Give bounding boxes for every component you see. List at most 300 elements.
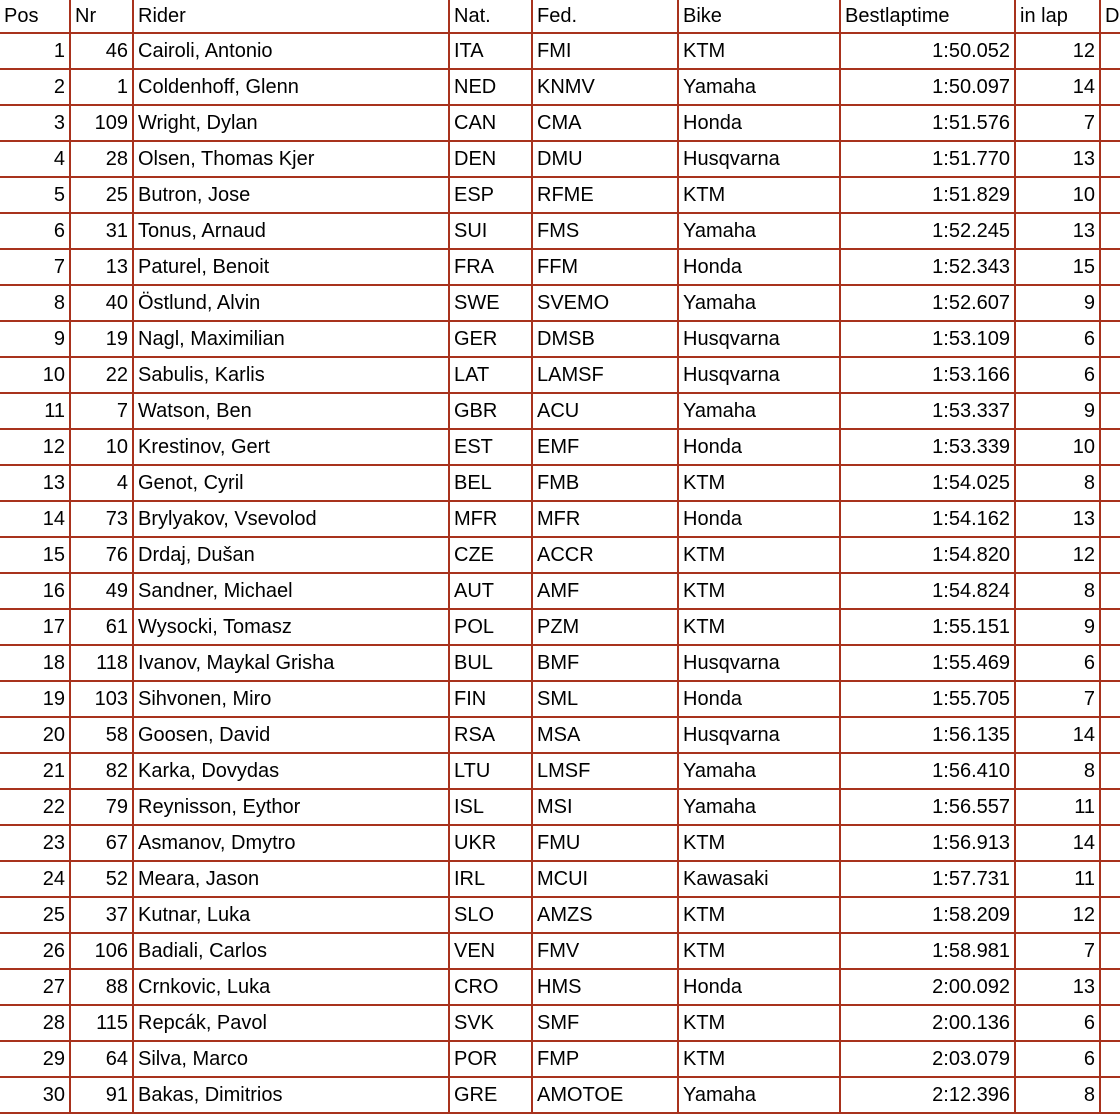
cell-nr: 103 bbox=[70, 681, 133, 717]
cell-truncated bbox=[1100, 501, 1120, 537]
cell-bike: Husqvarna bbox=[678, 357, 840, 393]
cell-truncated bbox=[1100, 285, 1120, 321]
table-row bbox=[0, 213, 1120, 249]
cell-rider: Wright, Dylan bbox=[133, 105, 449, 141]
cell-nat: SUI bbox=[449, 213, 532, 249]
cell-fed: HMS bbox=[532, 969, 678, 1005]
cell-rider: Drdaj, Dušan bbox=[133, 537, 449, 573]
cell-nr: 28 bbox=[70, 141, 133, 177]
cell-fed: LMSF bbox=[532, 753, 678, 789]
cell-rider: Badiali, Carlos bbox=[133, 933, 449, 969]
cell-bike: Husqvarna bbox=[678, 645, 840, 681]
cell-nat: SWE bbox=[449, 285, 532, 321]
cell-pos: 6 bbox=[0, 213, 70, 249]
cell-nat: NED bbox=[449, 69, 532, 105]
cell-nr: 118 bbox=[70, 645, 133, 681]
cell-nr: 82 bbox=[70, 753, 133, 789]
table-row bbox=[0, 1005, 1120, 1041]
cell-nat: AUT bbox=[449, 573, 532, 609]
cell-nat: LTU bbox=[449, 753, 532, 789]
cell-nr: 106 bbox=[70, 933, 133, 969]
cell-bestlaptime: 1:54.162 bbox=[840, 501, 1015, 537]
cell-in-lap: 6 bbox=[1015, 645, 1100, 681]
cell-truncated bbox=[1100, 429, 1120, 465]
cell-nat: SLO bbox=[449, 897, 532, 933]
table-row bbox=[0, 321, 1120, 357]
table-row bbox=[0, 393, 1120, 429]
cell-truncated bbox=[1100, 321, 1120, 357]
cell-nr: 7 bbox=[70, 393, 133, 429]
cell-bike: Yamaha bbox=[678, 789, 840, 825]
cell-in-lap: 6 bbox=[1015, 1041, 1100, 1077]
cell-pos: 12 bbox=[0, 429, 70, 465]
cell-rider: Paturel, Benoit bbox=[133, 249, 449, 285]
table-row bbox=[0, 249, 1120, 285]
cell-fed: AMF bbox=[532, 573, 678, 609]
cell-pos: 24 bbox=[0, 861, 70, 897]
cell-rider: Nagl, Maximilian bbox=[133, 321, 449, 357]
cell-pos: 17 bbox=[0, 609, 70, 645]
table-row bbox=[0, 285, 1120, 321]
cell-bestlaptime: 1:56.913 bbox=[840, 825, 1015, 861]
cell-pos: 18 bbox=[0, 645, 70, 681]
cell-bestlaptime: 1:57.731 bbox=[840, 861, 1015, 897]
cell-bike: Husqvarna bbox=[678, 717, 840, 753]
cell-rider: Olsen, Thomas Kjer bbox=[133, 141, 449, 177]
cell-nat: ISL bbox=[449, 789, 532, 825]
cell-nat: ITA bbox=[449, 33, 532, 69]
table-row bbox=[0, 1077, 1120, 1113]
cell-pos: 9 bbox=[0, 321, 70, 357]
cell-nr: 49 bbox=[70, 573, 133, 609]
cell-pos: 28 bbox=[0, 1005, 70, 1041]
cell-nat: POL bbox=[449, 609, 532, 645]
cell-nr: 37 bbox=[70, 897, 133, 933]
cell-nr: 73 bbox=[70, 501, 133, 537]
table-row bbox=[0, 357, 1120, 393]
cell-nr: 4 bbox=[70, 465, 133, 501]
cell-bike: Yamaha bbox=[678, 1077, 840, 1113]
cell-nr: 61 bbox=[70, 609, 133, 645]
cell-bestlaptime: 1:56.135 bbox=[840, 717, 1015, 753]
cell-in-lap: 14 bbox=[1015, 717, 1100, 753]
cell-nat: SVK bbox=[449, 1005, 532, 1041]
cell-in-lap: 8 bbox=[1015, 753, 1100, 789]
cell-truncated bbox=[1100, 465, 1120, 501]
cell-truncated bbox=[1100, 1005, 1120, 1041]
cell-rider: Kutnar, Luka bbox=[133, 897, 449, 933]
cell-in-lap: 14 bbox=[1015, 69, 1100, 105]
cell-pos: 7 bbox=[0, 249, 70, 285]
cell-bestlaptime: 2:00.136 bbox=[840, 1005, 1015, 1041]
cell-nr: 91 bbox=[70, 1077, 133, 1113]
cell-bike: Honda bbox=[678, 105, 840, 141]
cell-nr: 19 bbox=[70, 321, 133, 357]
cell-bestlaptime: 1:54.824 bbox=[840, 573, 1015, 609]
cell-pos: 8 bbox=[0, 285, 70, 321]
cell-fed: BMF bbox=[532, 645, 678, 681]
cell-rider: Bakas, Dimitrios bbox=[133, 1077, 449, 1113]
table-row bbox=[0, 501, 1120, 537]
cell-bike: KTM bbox=[678, 573, 840, 609]
header-nr: Nr bbox=[70, 0, 133, 33]
cell-rider: Butron, Jose bbox=[133, 177, 449, 213]
cell-pos: 15 bbox=[0, 537, 70, 573]
cell-truncated bbox=[1100, 825, 1120, 861]
cell-fed: MFR bbox=[532, 501, 678, 537]
cell-truncated bbox=[1100, 69, 1120, 105]
cell-fed: RFME bbox=[532, 177, 678, 213]
header-nat: Nat. bbox=[449, 0, 532, 33]
cell-fed: PZM bbox=[532, 609, 678, 645]
cell-rider: Cairoli, Antonio bbox=[133, 33, 449, 69]
cell-bike: Yamaha bbox=[678, 393, 840, 429]
cell-pos: 5 bbox=[0, 177, 70, 213]
cell-truncated bbox=[1100, 897, 1120, 933]
cell-nat: CZE bbox=[449, 537, 532, 573]
cell-fed: SVEMO bbox=[532, 285, 678, 321]
cell-nat: IRL bbox=[449, 861, 532, 897]
cell-bestlaptime: 1:56.557 bbox=[840, 789, 1015, 825]
cell-fed: FMI bbox=[532, 33, 678, 69]
cell-nr: 31 bbox=[70, 213, 133, 249]
cell-pos: 26 bbox=[0, 933, 70, 969]
cell-nat: DEN bbox=[449, 141, 532, 177]
cell-fed: CMA bbox=[532, 105, 678, 141]
cell-truncated bbox=[1100, 141, 1120, 177]
cell-bestlaptime: 1:51.576 bbox=[840, 105, 1015, 141]
cell-bestlaptime: 1:50.052 bbox=[840, 33, 1015, 69]
cell-bike: KTM bbox=[678, 33, 840, 69]
cell-in-lap: 10 bbox=[1015, 429, 1100, 465]
results-body bbox=[0, 33, 1120, 1113]
cell-truncated bbox=[1100, 357, 1120, 393]
cell-pos: 23 bbox=[0, 825, 70, 861]
table-row bbox=[0, 69, 1120, 105]
cell-in-lap: 12 bbox=[1015, 537, 1100, 573]
cell-in-lap: 12 bbox=[1015, 33, 1100, 69]
cell-fed: MSA bbox=[532, 717, 678, 753]
cell-nat: MFR bbox=[449, 501, 532, 537]
cell-rider: Brylyakov, Vsevolod bbox=[133, 501, 449, 537]
cell-in-lap: 13 bbox=[1015, 969, 1100, 1005]
cell-pos: 2 bbox=[0, 69, 70, 105]
cell-truncated bbox=[1100, 753, 1120, 789]
cell-nat: VEN bbox=[449, 933, 532, 969]
cell-truncated bbox=[1100, 717, 1120, 753]
table-row bbox=[0, 177, 1120, 213]
cell-nr: 52 bbox=[70, 861, 133, 897]
cell-pos: 20 bbox=[0, 717, 70, 753]
cell-rider: Coldenhoff, Glenn bbox=[133, 69, 449, 105]
cell-nat: CAN bbox=[449, 105, 532, 141]
table-row bbox=[0, 537, 1120, 573]
table-row bbox=[0, 33, 1120, 69]
table-row bbox=[0, 573, 1120, 609]
cell-nr: 58 bbox=[70, 717, 133, 753]
cell-fed: FMU bbox=[532, 825, 678, 861]
cell-rider: Asmanov, Dmytro bbox=[133, 825, 449, 861]
cell-bestlaptime: 2:00.092 bbox=[840, 969, 1015, 1005]
cell-nr: 46 bbox=[70, 33, 133, 69]
cell-bike: Kawasaki bbox=[678, 861, 840, 897]
table-row bbox=[0, 825, 1120, 861]
cell-in-lap: 7 bbox=[1015, 105, 1100, 141]
table-row bbox=[0, 897, 1120, 933]
cell-fed: DMU bbox=[532, 141, 678, 177]
cell-bestlaptime: 1:50.097 bbox=[840, 69, 1015, 105]
cell-bike: KTM bbox=[678, 1005, 840, 1041]
cell-bestlaptime: 1:55.469 bbox=[840, 645, 1015, 681]
table-row bbox=[0, 465, 1120, 501]
cell-bestlaptime: 1:54.820 bbox=[840, 537, 1015, 573]
cell-fed: SMF bbox=[532, 1005, 678, 1041]
cell-nat: FRA bbox=[449, 249, 532, 285]
cell-bestlaptime: 1:52.607 bbox=[840, 285, 1015, 321]
cell-fed: KNMV bbox=[532, 69, 678, 105]
cell-pos: 1 bbox=[0, 33, 70, 69]
cell-pos: 13 bbox=[0, 465, 70, 501]
cell-nat: FIN bbox=[449, 681, 532, 717]
cell-nr: 79 bbox=[70, 789, 133, 825]
cell-fed: ACCR bbox=[532, 537, 678, 573]
table-row bbox=[0, 753, 1120, 789]
cell-truncated bbox=[1100, 609, 1120, 645]
cell-truncated bbox=[1100, 1077, 1120, 1113]
cell-pos: 11 bbox=[0, 393, 70, 429]
cell-bestlaptime: 1:52.343 bbox=[840, 249, 1015, 285]
table-row bbox=[0, 1041, 1120, 1077]
table-row bbox=[0, 789, 1120, 825]
cell-bike: Honda bbox=[678, 969, 840, 1005]
cell-nr: 25 bbox=[70, 177, 133, 213]
cell-in-lap: 6 bbox=[1015, 1005, 1100, 1041]
cell-truncated bbox=[1100, 789, 1120, 825]
table-row bbox=[0, 429, 1120, 465]
cell-rider: Sabulis, Karlis bbox=[133, 357, 449, 393]
cell-bike: Yamaha bbox=[678, 753, 840, 789]
cell-bike: KTM bbox=[678, 1041, 840, 1077]
cell-pos: 14 bbox=[0, 501, 70, 537]
table-row bbox=[0, 609, 1120, 645]
cell-in-lap: 13 bbox=[1015, 213, 1100, 249]
cell-rider: Krestinov, Gert bbox=[133, 429, 449, 465]
cell-rider: Genot, Cyril bbox=[133, 465, 449, 501]
cell-nr: 22 bbox=[70, 357, 133, 393]
cell-in-lap: 8 bbox=[1015, 573, 1100, 609]
header-rider: Rider bbox=[133, 0, 449, 33]
cell-fed: LAMSF bbox=[532, 357, 678, 393]
cell-bike: Yamaha bbox=[678, 213, 840, 249]
cell-rider: Sihvonen, Miro bbox=[133, 681, 449, 717]
cell-fed: DMSB bbox=[532, 321, 678, 357]
cell-truncated bbox=[1100, 537, 1120, 573]
cell-bike: KTM bbox=[678, 609, 840, 645]
cell-fed: AMZS bbox=[532, 897, 678, 933]
cell-nr: 1 bbox=[70, 69, 133, 105]
cell-bike: KTM bbox=[678, 825, 840, 861]
cell-in-lap: 14 bbox=[1015, 825, 1100, 861]
cell-bestlaptime: 1:58.209 bbox=[840, 897, 1015, 933]
cell-nat: GBR bbox=[449, 393, 532, 429]
cell-rider: Wysocki, Tomasz bbox=[133, 609, 449, 645]
cell-bestlaptime: 1:53.109 bbox=[840, 321, 1015, 357]
cell-nat: ESP bbox=[449, 177, 532, 213]
cell-fed: FMB bbox=[532, 465, 678, 501]
cell-fed: MCUI bbox=[532, 861, 678, 897]
cell-rider: Crnkovic, Luka bbox=[133, 969, 449, 1005]
cell-bestlaptime: 1:58.981 bbox=[840, 933, 1015, 969]
cell-truncated bbox=[1100, 933, 1120, 969]
table-row bbox=[0, 969, 1120, 1005]
cell-bestlaptime: 1:51.770 bbox=[840, 141, 1015, 177]
cell-in-lap: 7 bbox=[1015, 933, 1100, 969]
cell-nat: RSA bbox=[449, 717, 532, 753]
cell-rider: Meara, Jason bbox=[133, 861, 449, 897]
cell-bike: KTM bbox=[678, 897, 840, 933]
cell-rider: Reynisson, Eythor bbox=[133, 789, 449, 825]
table-row bbox=[0, 681, 1120, 717]
cell-in-lap: 13 bbox=[1015, 501, 1100, 537]
cell-truncated bbox=[1100, 213, 1120, 249]
cell-pos: 4 bbox=[0, 141, 70, 177]
cell-pos: 25 bbox=[0, 897, 70, 933]
cell-bestlaptime: 1:53.337 bbox=[840, 393, 1015, 429]
cell-bike: Husqvarna bbox=[678, 141, 840, 177]
cell-rider: Östlund, Alvin bbox=[133, 285, 449, 321]
cell-bike: KTM bbox=[678, 933, 840, 969]
cell-nat: GER bbox=[449, 321, 532, 357]
cell-rider: Tonus, Arnaud bbox=[133, 213, 449, 249]
cell-in-lap: 9 bbox=[1015, 285, 1100, 321]
header-bike: Bike bbox=[678, 0, 840, 33]
cell-pos: 10 bbox=[0, 357, 70, 393]
cell-in-lap: 8 bbox=[1015, 1077, 1100, 1113]
cell-truncated bbox=[1100, 969, 1120, 1005]
cell-fed: FMP bbox=[532, 1041, 678, 1077]
cell-pos: 16 bbox=[0, 573, 70, 609]
cell-in-lap: 15 bbox=[1015, 249, 1100, 285]
cell-truncated bbox=[1100, 573, 1120, 609]
cell-bestlaptime: 2:12.396 bbox=[840, 1077, 1015, 1113]
table-row bbox=[0, 105, 1120, 141]
cell-nat: BEL bbox=[449, 465, 532, 501]
cell-bike: Yamaha bbox=[678, 69, 840, 105]
header-row bbox=[0, 0, 1120, 33]
cell-fed: FMS bbox=[532, 213, 678, 249]
table-row bbox=[0, 141, 1120, 177]
cell-in-lap: 11 bbox=[1015, 789, 1100, 825]
cell-bestlaptime: 1:55.705 bbox=[840, 681, 1015, 717]
cell-bike: Husqvarna bbox=[678, 321, 840, 357]
cell-nat: POR bbox=[449, 1041, 532, 1077]
cell-truncated bbox=[1100, 249, 1120, 285]
cell-truncated bbox=[1100, 105, 1120, 141]
cell-pos: 21 bbox=[0, 753, 70, 789]
cell-bike: Honda bbox=[678, 429, 840, 465]
cell-bestlaptime: 1:52.245 bbox=[840, 213, 1015, 249]
cell-in-lap: 8 bbox=[1015, 465, 1100, 501]
cell-rider: Sandner, Michael bbox=[133, 573, 449, 609]
cell-nr: 67 bbox=[70, 825, 133, 861]
cell-rider: Watson, Ben bbox=[133, 393, 449, 429]
cell-nat: UKR bbox=[449, 825, 532, 861]
cell-pos: 22 bbox=[0, 789, 70, 825]
cell-rider: Silva, Marco bbox=[133, 1041, 449, 1077]
cell-bestlaptime: 1:51.829 bbox=[840, 177, 1015, 213]
cell-pos: 3 bbox=[0, 105, 70, 141]
table-row bbox=[0, 717, 1120, 753]
cell-bike: KTM bbox=[678, 465, 840, 501]
cell-truncated bbox=[1100, 393, 1120, 429]
table-row bbox=[0, 861, 1120, 897]
cell-fed: EMF bbox=[532, 429, 678, 465]
cell-nat: GRE bbox=[449, 1077, 532, 1113]
cell-nat: CRO bbox=[449, 969, 532, 1005]
cell-in-lap: 9 bbox=[1015, 609, 1100, 645]
cell-nr: 115 bbox=[70, 1005, 133, 1041]
cell-fed: MSI bbox=[532, 789, 678, 825]
cell-in-lap: 12 bbox=[1015, 897, 1100, 933]
header-truncated: D bbox=[1100, 0, 1120, 33]
cell-nat: BUL bbox=[449, 645, 532, 681]
cell-pos: 29 bbox=[0, 1041, 70, 1077]
cell-nat: EST bbox=[449, 429, 532, 465]
cell-truncated bbox=[1100, 861, 1120, 897]
cell-bestlaptime: 2:03.079 bbox=[840, 1041, 1015, 1077]
header-fed: Fed. bbox=[532, 0, 678, 33]
cell-in-lap: 13 bbox=[1015, 141, 1100, 177]
cell-rider: Ivanov, Maykal Grisha bbox=[133, 645, 449, 681]
cell-truncated bbox=[1100, 177, 1120, 213]
cell-nr: 10 bbox=[70, 429, 133, 465]
cell-rider: Repcák, Pavol bbox=[133, 1005, 449, 1041]
cell-fed: FMV bbox=[532, 933, 678, 969]
table-row bbox=[0, 645, 1120, 681]
cell-bike: Honda bbox=[678, 681, 840, 717]
cell-pos: 30 bbox=[0, 1077, 70, 1113]
cell-nr: 76 bbox=[70, 537, 133, 573]
cell-bestlaptime: 1:54.025 bbox=[840, 465, 1015, 501]
cell-truncated bbox=[1100, 645, 1120, 681]
cell-bestlaptime: 1:53.166 bbox=[840, 357, 1015, 393]
cell-truncated bbox=[1100, 33, 1120, 69]
cell-rider: Karka, Dovydas bbox=[133, 753, 449, 789]
cell-bike: KTM bbox=[678, 537, 840, 573]
cell-in-lap: 10 bbox=[1015, 177, 1100, 213]
header-bestlaptime: Bestlaptime bbox=[840, 0, 1015, 33]
cell-pos: 19 bbox=[0, 681, 70, 717]
cell-bestlaptime: 1:56.410 bbox=[840, 753, 1015, 789]
cell-in-lap: 9 bbox=[1015, 393, 1100, 429]
cell-nr: 64 bbox=[70, 1041, 133, 1077]
cell-in-lap: 6 bbox=[1015, 357, 1100, 393]
cell-nr: 88 bbox=[70, 969, 133, 1005]
cell-bike: Honda bbox=[678, 501, 840, 537]
cell-fed: ACU bbox=[532, 393, 678, 429]
cell-fed: AMOTOE bbox=[532, 1077, 678, 1113]
cell-nr: 109 bbox=[70, 105, 133, 141]
cell-in-lap: 6 bbox=[1015, 321, 1100, 357]
header-pos: Pos bbox=[0, 0, 70, 33]
cell-bestlaptime: 1:55.151 bbox=[840, 609, 1015, 645]
cell-fed: FFM bbox=[532, 249, 678, 285]
cell-nat: LAT bbox=[449, 357, 532, 393]
table-row bbox=[0, 933, 1120, 969]
cell-pos: 27 bbox=[0, 969, 70, 1005]
cell-bike: KTM bbox=[678, 177, 840, 213]
cell-in-lap: 11 bbox=[1015, 861, 1100, 897]
